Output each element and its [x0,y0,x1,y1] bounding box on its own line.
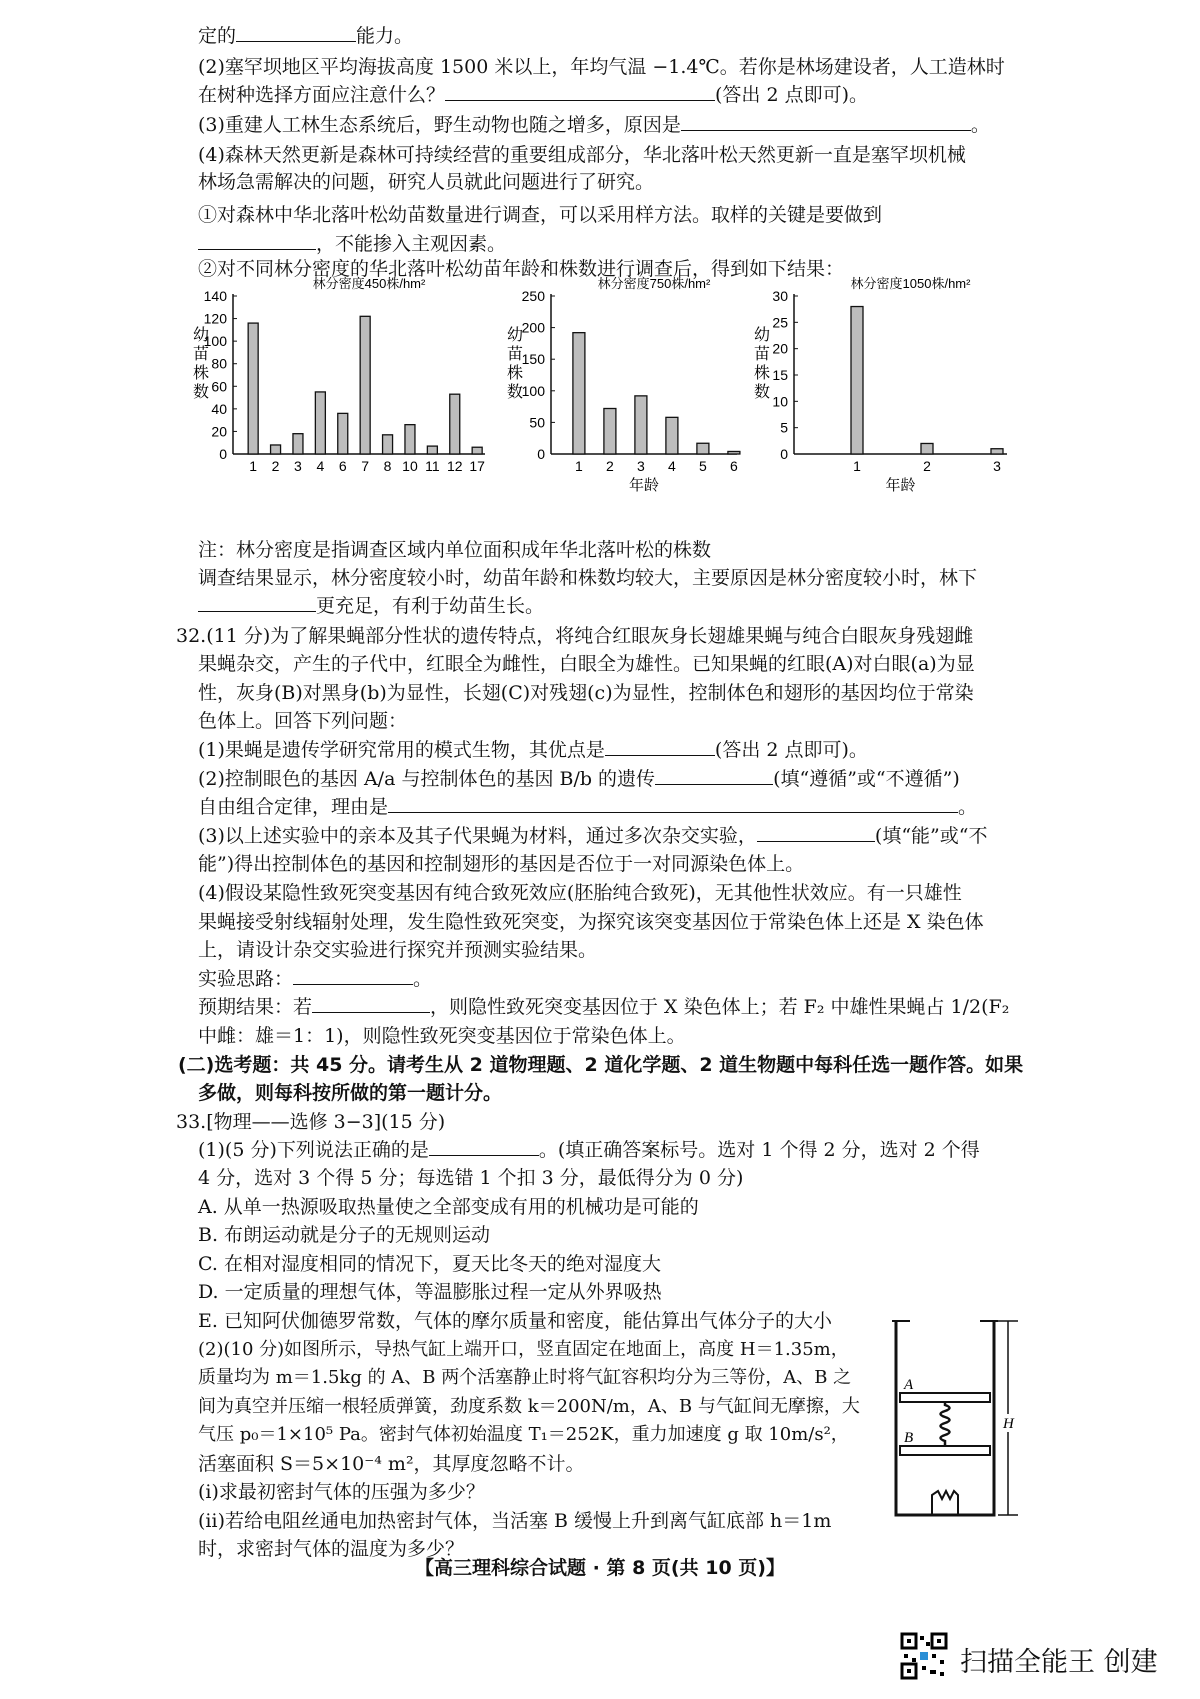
y-axis-label-char: 苗 [507,346,524,363]
y-tick-label: 250 [521,288,545,304]
x-tick-label: 2 [923,458,931,474]
y-tick-label: 10 [772,393,788,410]
q31-line-8-text: ，不能掺入主观因素。 [316,233,507,255]
answer-blank[interactable] [429,1139,539,1156]
cylinder-figure [892,1319,1022,1529]
y-axis-label-char: 数 [754,384,771,401]
y-axis-label-char: 数 [507,384,524,401]
piston-a [900,1393,990,1402]
q31-line-11-text: 更充足，有利于幼苗生长。 [316,595,545,617]
answer-blank[interactable] [445,84,715,101]
y-axis-label-char: 株 [754,365,771,382]
x-tick-label: 11 [425,458,440,474]
option-a: A. 从单一热源吸取热量使之全部变成有用的机械功是可能的 [198,1196,699,1218]
q31-line-1-end: 能力。 [356,25,414,47]
bar [360,316,370,454]
y-tick-label: 15 [772,367,788,383]
y-axis-label-char: 苗 [193,346,210,363]
y-tick-label: 100 [521,382,545,399]
q33-part2-line-5: 活塞面积 S＝5×10⁻⁴ m²，其厚度忽略不计。 [198,1453,585,1475]
q32-line-2: 果蝇杂交，产生的子代中，红眼全为雌性，白眼全为雄性。已知果蝇的红眼(A)对白眼(a)为显 [198,653,975,675]
y-tick-label: 200 [521,319,545,336]
y-tick-label: 20 [772,340,788,357]
watermark-text: 扫描全能王 创建 [960,1647,1158,1678]
chart-density-1050 [752,278,1017,528]
q31-line-7: ①对森林中华北落叶松幼苗数量进行调查，可以采用样方法。取样的关键是要做到 [198,204,883,226]
answer-blank[interactable] [605,739,715,756]
q31-line-3 [198,83,868,107]
q31-line-11 [198,594,544,618]
q31-line-3-end: (答出 2 点即可)。 [715,84,869,106]
q31-line-4-text: (3)重建人工林生态系统后，野生动物也随之增多，原因是 [198,114,681,136]
bar [315,392,325,454]
q31-line-8 [198,232,506,256]
q33-part2-line-6: (ⅰ)求最初密封气体的压强为多少？ [198,1481,485,1503]
spring [941,1402,950,1446]
chart-title: 林分密度1050株/hm² [850,276,971,291]
y-tick-label: 40 [211,400,227,417]
y-tick-label: 120 [203,310,227,327]
q32-line-13-text: 实验思路： [198,968,294,990]
q31-line-1-text: 定的 [198,25,237,47]
x-tick-label: 8 [383,458,392,474]
q31-line-9: ②对不同林分密度的华北落叶松幼苗年龄和株数进行调查后，得到如下结果： [198,258,845,280]
page-footer: 【高三理科综合试题 · 第 8 页(共 10 页)】 [415,1557,785,1579]
q32-line-8-text: (3)以上述实验中的亲本及其子代果蝇为材料，通过多次杂交实验， [198,825,757,847]
q32-line-3: 性，灰身(B)对黑身(b)为显性，长翅(C)对残翅(c)为显性，控制体色和翅形的基因均位于常染 [198,682,974,704]
q32-line-6 [198,767,960,791]
y-tick-label: 80 [211,355,227,372]
x-tick-label: 6 [730,458,738,474]
answer-blank[interactable] [757,825,875,842]
answer-blank[interactable] [312,996,430,1013]
bar [472,447,482,454]
x-axis-label: 年龄 [628,477,660,494]
bar [991,449,1003,454]
y-tick-label: 0 [537,446,545,462]
bar [248,323,258,454]
y-axis-label-char: 数 [193,384,210,401]
x-tick-label: 6 [338,458,347,474]
q33-line-1-text: (1)(5 分)下列说法正确的是 [198,1139,429,1161]
bar [271,445,281,454]
y-axis-label-char: 苗 [754,346,771,363]
bar [728,451,740,454]
x-tick-label: 2 [606,458,614,474]
section-2-line-2: 多做，则每科按所做的第一题计分。 [198,1082,503,1104]
answer-blank[interactable] [681,114,971,131]
answer-blank[interactable] [198,233,316,250]
x-tick-label: 5 [699,458,707,474]
y-tick-label: 30 [772,288,788,304]
y-axis-label-char: 幼 [507,327,524,344]
bar [450,394,460,454]
q31-line-4-end: 。 [970,114,990,136]
x-tick-label: 4 [668,458,676,474]
y-tick-label: 25 [772,314,788,331]
qr-code-icon [900,1632,948,1680]
y-axis-label-char: 株 [507,365,524,382]
q32-line-6-end: (填“遵循”或“不遵循”) [773,768,960,790]
answer-blank[interactable] [198,595,316,612]
answer-blank[interactable] [655,768,773,785]
q32-line-5-end: (答出 2 点即可)。 [714,739,868,761]
y-tick-label: 0 [780,446,788,462]
x-tick-label: 1 [853,458,861,474]
q32-line-8 [198,824,987,848]
heating-wire [932,1491,958,1515]
x-tick-label: 7 [361,458,370,474]
q33-line-1-end: 。(填正确答案标号。选对 1 个得 2 分，选对 2 个得 [538,1139,980,1161]
q31-line-1 [198,24,413,48]
x-tick-label: 12 [446,458,463,474]
bar [383,435,393,454]
y-axis-label-char: 幼 [754,327,771,344]
bar [666,417,678,454]
q32-line-6-text: (2)控制眼色的基因 A/a 与控制体色的基因 B/b 的遗传 [198,768,656,790]
section-2-line-1: (二)选考题：共 45 分。请考生从 2 道物理题、2 道化学题、2 道生物题中每科任选一题作答。如果 [178,1054,1024,1076]
chart-title: 林分密度750株/hm² [597,276,711,291]
y-tick-label: 50 [529,414,545,431]
x-tick-label: 1 [575,458,583,474]
q33-part2-line-2: 质量均为 m＝1.5kg 的 A、B 两个活塞静止时将气缸容积均分为三等份，A、B 之 [198,1367,852,1388]
q32-line-11: 果蝇接受射线辐射处理，发生隐性致死突变，为探究该突变基因位于常染色体上还是 X 染色体 [198,911,984,933]
x-tick-label: 17 [469,458,485,474]
label-b: B [904,1430,914,1446]
q32-line-8-end: (填“能”或“不 [874,825,988,847]
chart-note: 注：林分密度是指调查区域内单位面积成年华北落叶松的株数 [198,539,712,561]
q31-line-10: 调查结果显示，林分密度较小时，幼苗年龄和株数均较大，主要原因是林分密度较小时，林下 [198,567,978,589]
y-tick-label: 0 [219,446,227,462]
answer-blank[interactable] [293,968,413,985]
q32-line-12: 上，请设计杂交实验进行探究并预测实验结果。 [198,939,598,961]
x-tick-label: 3 [637,458,645,474]
q32-line-14 [198,995,1009,1019]
y-tick-label: 140 [203,288,227,304]
bar [427,446,437,454]
x-tick-label: 2 [271,458,280,474]
q31-line-6: 林场急需解决的问题，研究人员就此问题进行了研究。 [198,171,655,193]
y-tick-label: 20 [211,423,227,440]
bar [635,396,647,454]
bar [851,307,863,454]
x-tick-label: 1 [249,458,258,474]
q33-line-1 [198,1138,980,1162]
q32-line-1: 32.(11 分)为了解果蝇部分性状的遗传特点，将纯合红眼灰身长翅雄果蝇与纯合白眼灰身残翅雌 [176,625,974,647]
q32-line-4: 色体上。回答下列问题： [198,710,408,732]
answer-blank[interactable] [388,796,958,813]
x-axis-label: 年龄 [885,477,916,494]
bar [604,408,616,454]
q32-line-14-end: ，则隐性致死突变基因位于 X 染色体上；若 F₂ 中雄性果蝇占 1/2(F₂ [430,996,1010,1018]
q32-line-15: 中雌：雄＝1：1)，则隐性致死突变基因位于常染色体上。 [198,1025,686,1047]
option-d: D. 一定质量的理想气体，等温膨胀过程一定从外界吸热 [198,1281,662,1303]
chart-title: 林分密度450株/hm² [312,276,426,291]
x-tick-label: 3 [294,458,302,474]
x-tick-label: 4 [316,458,325,474]
bar [573,333,585,454]
q33-part2-line-3: 间为真空并压缩一根轻质弹簧，劲度系数 k＝200N/m，A、B 与气缸间无摩擦，大 [198,1396,860,1417]
q32-line-5 [198,738,868,762]
y-axis-label-char: 幼 [193,327,210,344]
option-c: C. 在相对湿度相同的情况下，夏天比冬天的绝对湿度大 [198,1253,661,1275]
q33-part2-line-8: 时，求密封气体的温度为多少？ [198,1538,465,1560]
q31-line-5: (4)森林天然更新是森林可持续经营的重要组成部分，华北落叶松天然更新一直是塞罕坝机械 [198,144,966,166]
bar [921,443,933,454]
option-b: B. 布朗运动就是分子的无规则运动 [198,1224,491,1246]
answer-blank[interactable] [236,25,356,42]
chart-density-750 [505,278,745,528]
y-tick-label: 150 [521,351,545,368]
q32-line-7-end: 。 [958,796,978,818]
q33-part2-line-1: (2)(10 分)如图所示，导热气缸上端开口，竖直固定在地面上，高度 H＝1.35m， [198,1339,849,1360]
q31-line-2: (2)塞罕坝地区平均海拔高度 1500 米以上，年均气温 −1.4℃。若你是林场建设者，人工造林时 [198,56,1005,78]
option-e: E. 已知阿伏伽德罗常数，气体的摩尔质量和密度，能估算出气体分子的大小 [198,1310,832,1332]
bar [405,425,415,454]
x-tick-label: 3 [993,458,1001,474]
q32-line-13-end: 。 [413,968,433,990]
bar [697,443,709,454]
q31-line-3-text: 在树种选择方面应注意什么？ [198,84,446,106]
y-tick-label: 5 [780,419,788,436]
q32-line-13 [198,967,432,991]
piston-b [900,1446,990,1455]
y-tick-label: 100 [203,333,227,350]
label-a: A [904,1377,914,1393]
q32-line-5-text: (1)果蝇是遗传学研究常用的模式生物，其优点是 [198,739,605,761]
bar [338,413,348,454]
q32-line-10: (4)假设某隐性致死突变基因有纯合致死效应(胚胎纯合致死)，无其他性状效应。有一只雄性 [198,882,962,904]
q33-line-2: 4 分，选对 3 个得 5 分；每选错 1 个扣 3 分，最低得分为 0 分) [198,1167,744,1189]
x-tick-label: 10 [402,458,418,474]
bar [293,434,303,454]
q33-part2-line-4: 气压 p₀＝1×10⁵ Pa。密封气体初始温度 T₁＝252K，重力加速度 g 取 10m/s²， [198,1424,849,1445]
label-h: H [1003,1416,1014,1432]
chart-density-450 [195,278,495,528]
q32-line-9: 能”)得出控制体色的基因和控制翅形的基因是否位于一对同源染色体上。 [198,853,805,875]
q32-line-7-text: 自由组合定律，理由是 [198,796,389,818]
q32-line-14-text: 预期结果：若 [198,996,313,1018]
q33-heading: 33.[物理——选修 3−3](15 分) [176,1111,446,1133]
q33-part2-line-7: (ⅱ)若给电阻丝通电加热密封气体，当活塞 B 缓慢上升到离气缸底部 h＝1m [198,1510,832,1532]
q31-line-4 [198,113,990,137]
y-axis-label-char: 株 [193,365,210,382]
q32-line-7 [198,795,977,819]
y-tick-label: 60 [211,378,227,395]
